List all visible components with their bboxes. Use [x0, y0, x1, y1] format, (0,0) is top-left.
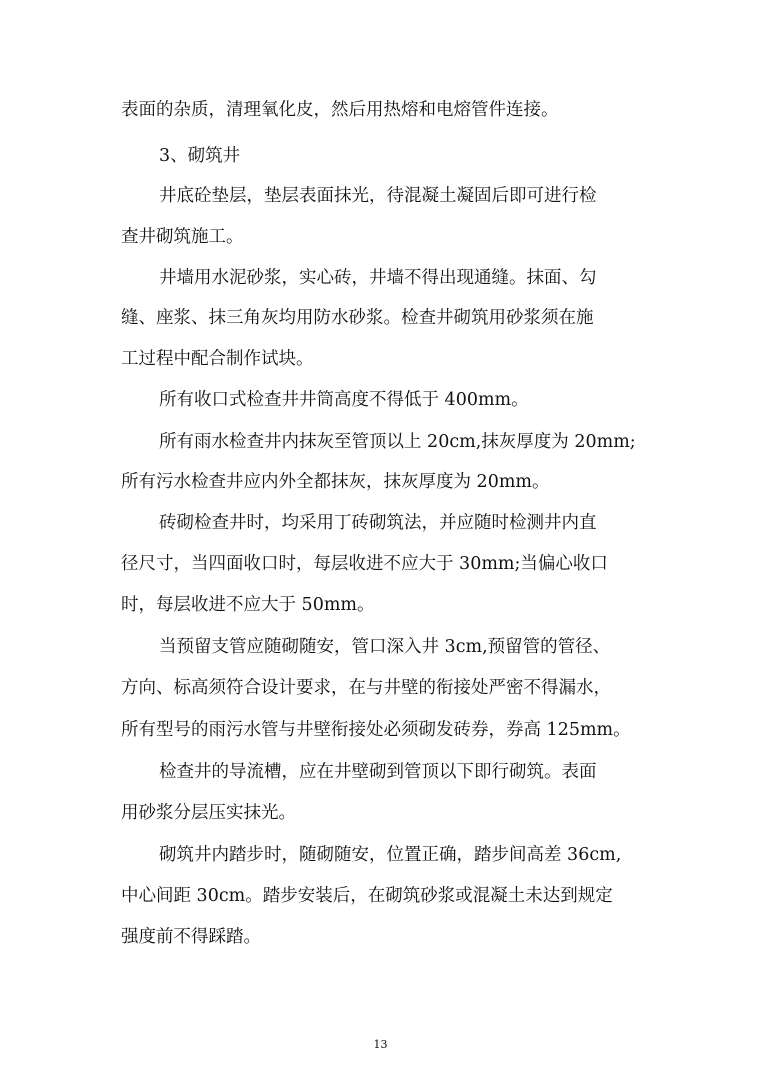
text-line: 当预留支管应随砌随安，管口深入井 3cm,预留管的管径、 [159, 637, 611, 657]
section-heading: 3、砌筑井 [159, 146, 241, 166]
text-line: 时，每层收进不应大于 50mm。 [121, 595, 375, 615]
text-line: 所有收口式检查井井筒高度不得低于 400mm。 [159, 390, 529, 410]
text-line: 所有污水检查井应内外全都抹灰，抹灰厚度为 20mm。 [121, 472, 550, 492]
text-line: 径尺寸，当四面收口时，每层收进不应大于 30mm;当偏心收口 [121, 554, 608, 574]
text-line: 井底砼垫层，垫层表面抹光，待混凝土凝固后即可进行检 [159, 186, 597, 206]
text-line: 方向、标高须符合设计要求，在与井壁的衔接处严密不得漏水， [121, 678, 611, 698]
text-line: 所有型号的雨污水管与井壁衔接处必须砌发砖券，券高 125mm。 [121, 720, 631, 740]
page-number: 13 [373, 1038, 388, 1051]
text-line: 强度前不得踩踏。 [121, 927, 261, 947]
text-line: 工过程中配合制作试块。 [121, 349, 314, 369]
text-line: 缝、座浆、抹三角灰均用防水砂浆。检查井砌筑用砂浆须在施 [121, 308, 594, 328]
text-line: 检查井的导流槽，应在井壁砌到管顶以下即行砌筑。表面 [159, 762, 597, 782]
text-line: 查井砌筑施工。 [121, 227, 244, 247]
text-line: 井墙用水泥砂浆，实心砖，井墙不得出现通缝。抹面、勾 [159, 268, 597, 288]
text-line: 所有雨水检查井内抹灰至管顶以上 20cm,抹灰厚度为 20mm; [159, 432, 636, 452]
text-line: 砖砌检查井时，均采用丁砖砌筑法，并应随时检测井内直 [159, 513, 597, 533]
text-line: 砌筑井内踏步时，随砌随安，位置正确，踏步间高差 36cm, [159, 845, 622, 865]
text-line: 表面的杂质，清理氧化皮，然后用热熔和电熔管件连接。 [121, 100, 559, 120]
text-line: 中心间距 30cm。踏步安装后，在砌筑砂浆或混凝土未达到规定 [121, 886, 613, 906]
text-line: 用砂浆分层压实抹光。 [121, 803, 296, 823]
